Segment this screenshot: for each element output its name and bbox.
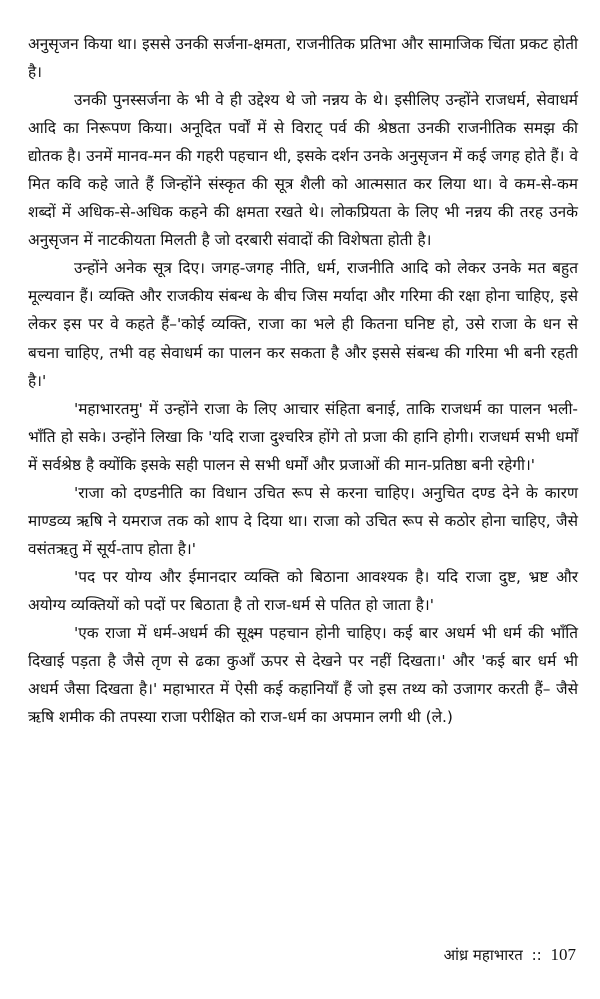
- page-footer: [444, 945, 576, 965]
- page-number: 107: [550, 945, 576, 964]
- paragraph-7: 'एक राजा में धर्म-अधर्म की सूक्ष्म पहचान होनी चाहिए। कई बार अधर्म भी धर्म की भाँति दिखाई पड़ता है जैसे तृण से ढका कुआँ ऊपर से देखने पर नहीं दिखता।' और 'कई बार धर्म भी अधर्म जैसा दिखता है।' महाभारत में ऐसी कई कहानियाँ हैं जो इस तथ्य को उजागर करती हैं– जैसे ऋषि शमीक की तपस्या राजा परीक्षित को राज-धर्म का अपमान लगी थी (ले.): [28, 623, 578, 727]
- paragraph-1: अनुसृजन किया था। इससे उनकी सर्जना-क्षमता, राजनीतिक प्रतिभा और सामाजिक चिंता प्रकट होती है।: [28, 35, 578, 82]
- body-text: [28, 30, 578, 731]
- running-title: आंध्र महाभारत: [443, 946, 523, 964]
- paragraph-4: 'महाभारतमु' में उन्होंने राजा के लिए आचार संहिता बनाई, ताकि राजधर्म का पालन भली-भाँति हो सके। उन्होंने लिखा कि 'यदि राजा दुश्चरित्र होंगे तो प्रजा की हानि होगी। राजधर्म सभी धर्मों में सर्वश्रेष्ठ है क्योंकि इसके सही पालन से सभी धर्मों और प्रजाओं की मान-प्रतिष्ठा बनी रहेगी।': [28, 399, 578, 474]
- paragraph-2: उनकी पुनस्सर्जना के भी वे ही उद्देश्य थे जो नन्नय के थे। इसीलिए उन्होंने राजधर्म, सेवाधर्म आदि का निरूपण किया। अनूदित पर्वों में से विराट् पर्व की श्रेष्ठता उनकी राजनीतिक समझ की द्योतक है। उनमें मानव-मन की गहरी पहचान थी, इसके दर्शन उनके अनुसृजन में कई जगह होते हैं। वे मित कवि कहे जाते हैं जिन्होंने संस्कृत की सूत्र शैली को आत्मसात कर लिया था। वे कम-से-कम शब्दों में अधिक-से-अधिक कहने की क्षमता रखते थे। लोकप्रियता के लिए भी नन्नय की तरह उनके अनुसृजन में नाटकीयता मिलती है जो दरबारी संवादों की विशेषता होती है।: [28, 91, 578, 250]
- footer-separator: ::: [531, 946, 542, 964]
- paragraph-5: 'राजा को दण्डनीति का विधान उचित रूप से करना चाहिए। अनुचित दण्ड देने के कारण माण्डव्य ऋषि ने यमराज तक को शाप दे दिया था। राजा को उचित रूप से कठोर होना चाहिए, जैसे वसंतऋतु में सूर्य-ताप होता है।': [28, 483, 578, 558]
- paragraph-6: 'पद पर योग्य और ईमानदार व्यक्ति को बिठाना आवश्यक है। यदि राजा दुष्ट, भ्रष्ट और अयोग्य व्यक्तियों को पदों पर बिठाता है तो राज-धर्म से पतित हो जाता है।': [28, 567, 578, 614]
- paragraph-3: उन्होंने अनेक सूत्र दिए। जगह-जगह नीति, धर्म, राजनीति आदि को लेकर उनके मत बहुत मूल्यवान हैं। व्यक्ति और राजकीय संबन्ध के बीच जिस मर्यादा और गरिमा की रक्षा होना चाहिए, इसे लेकर इस पर वे कहते हैं–'कोई व्यक्ति, राजा का भले ही कितना घनिष्ट हो, उसे राजा के धन से बचना चाहिए, तभी वह सेवाधर्म का पालन कर सकता है और इससे संबन्ध की गरिमा भी बनी रहती है।': [28, 259, 578, 390]
